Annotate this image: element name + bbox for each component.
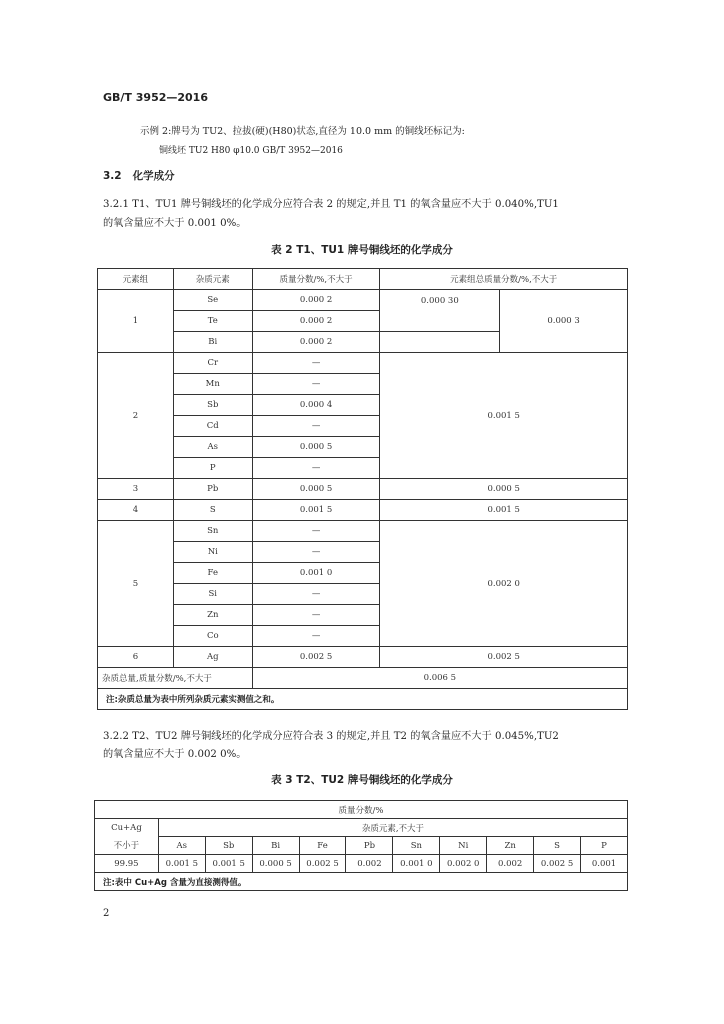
value-cell: — bbox=[252, 458, 380, 479]
element-cell: Fe bbox=[173, 563, 252, 584]
mass-fraction-header: 质量分数/% bbox=[95, 801, 628, 819]
value-cell: — bbox=[252, 584, 380, 605]
table-row bbox=[95, 819, 628, 837]
element-header-cell: P bbox=[581, 837, 628, 855]
group-total-cell: 0.000 3 bbox=[500, 290, 628, 353]
cu-ag-value: 99.95 bbox=[95, 855, 159, 873]
element-cell: Bi bbox=[173, 332, 252, 353]
group-total-cell: 0.001 5 bbox=[380, 353, 628, 479]
group-total-cell: 0.000 5 bbox=[380, 479, 628, 500]
example-line-1: 示例 2:牌号为 TU2、拉拔(硬)(H80)状态,直径为 10.0 mm 的铜线坯标记为: bbox=[140, 126, 465, 137]
group-total-cell: 0.002 0 bbox=[380, 521, 628, 647]
value-cell: 0.001 bbox=[581, 855, 628, 873]
element-cell: Te bbox=[173, 311, 252, 332]
section-number: 3.2 bbox=[103, 170, 122, 182]
value-cell: — bbox=[252, 626, 380, 647]
value-cell: 0.002 bbox=[346, 855, 393, 873]
table-3 bbox=[94, 800, 628, 891]
table-header-cell: 杂质元素 bbox=[173, 269, 252, 290]
element-header-cell: Sb bbox=[205, 837, 252, 855]
value-cell: 0.002 5 bbox=[299, 855, 346, 873]
value-cell: 0.002 5 bbox=[534, 855, 581, 873]
element-cell: Ni bbox=[173, 542, 252, 563]
table-row bbox=[98, 479, 628, 500]
element-cell: S bbox=[173, 500, 252, 521]
table-row bbox=[95, 855, 628, 873]
impurity-sum-label: 杂质总量,质量分数/%,不大于 bbox=[98, 668, 253, 689]
element-cell: Cr bbox=[173, 353, 252, 374]
table-header-cell: 质量分数/%,不大于 bbox=[252, 269, 380, 290]
value-cell: 0.002 0 bbox=[440, 855, 487, 873]
group-cell: 5 bbox=[98, 521, 174, 647]
element-cell: Mn bbox=[173, 374, 252, 395]
paragraph-3-2-1-line-2: 的氧含量应不大于 0.001 0%。 bbox=[103, 218, 247, 229]
table-row bbox=[98, 353, 628, 374]
element-header-cell: Sn bbox=[393, 837, 440, 855]
element-header-cell: Bi bbox=[252, 837, 299, 855]
element-header-cell: S bbox=[534, 837, 581, 855]
table-2-note: 注:杂质总量为表中所列杂质元素实测值之和。 bbox=[98, 689, 628, 710]
table-3-caption: 表 3 T2、TU2 牌号铜线坯的化学成分 bbox=[271, 774, 453, 786]
value-cell: 0.001 0 bbox=[252, 563, 380, 584]
table-row bbox=[98, 290, 628, 311]
value-cell: — bbox=[252, 542, 380, 563]
cu-ag-subheader: 不小于 bbox=[95, 837, 159, 855]
table-row bbox=[95, 801, 628, 819]
value-cell: — bbox=[252, 416, 380, 437]
element-cell: Sb bbox=[173, 395, 252, 416]
value-cell: 0.000 2 bbox=[252, 311, 380, 332]
element-cell: Co bbox=[173, 626, 252, 647]
group-cell: 1 bbox=[98, 290, 174, 353]
impurity-header: 杂质元素,不大于 bbox=[158, 819, 627, 837]
group-cell: 4 bbox=[98, 500, 174, 521]
paragraph-3-2-1-line-1: 3.2.1 T1、TU1 牌号铜线坯的化学成分应符合表 2 的规定,并且 T1 的氧含量应不大于 0.040%,TU1 bbox=[103, 199, 559, 210]
value-cell: — bbox=[252, 605, 380, 626]
value-cell: — bbox=[252, 374, 380, 395]
table-2 bbox=[97, 268, 628, 710]
impurity-sum-value: 0.006 5 bbox=[252, 668, 627, 689]
element-cell: As bbox=[173, 437, 252, 458]
element-header-cell: Fe bbox=[299, 837, 346, 855]
value-cell: — bbox=[252, 353, 380, 374]
value-cell: 0.002 bbox=[487, 855, 534, 873]
value-cell: 0.000 4 bbox=[252, 395, 380, 416]
value-cell: 0.001 5 bbox=[158, 855, 205, 873]
group-cell: 6 bbox=[98, 647, 174, 668]
empty-cell bbox=[380, 332, 500, 353]
table-row bbox=[98, 689, 628, 710]
group-total-cell: 0.000 30 bbox=[380, 290, 500, 332]
table-row bbox=[98, 269, 628, 290]
table-row bbox=[95, 873, 628, 891]
page-number: 2 bbox=[103, 908, 110, 919]
element-cell: Cd bbox=[173, 416, 252, 437]
element-cell: Ag bbox=[173, 647, 252, 668]
cu-ag-header: Cu+Ag bbox=[95, 819, 159, 837]
paragraph-3-2-2-line-1: 3.2.2 T2、TU2 牌号铜线坯的化学成分应符合表 3 的规定,并且 T2 的氧含量应不大于 0.045%,TU2 bbox=[103, 731, 559, 742]
value-cell: 0.000 5 bbox=[252, 855, 299, 873]
table-header-cell: 元素组 bbox=[98, 269, 174, 290]
value-cell: 0.002 5 bbox=[252, 647, 380, 668]
table-header-cell: 元素组总质量分数/%,不大于 bbox=[380, 269, 628, 290]
element-cell: Se bbox=[173, 290, 252, 311]
element-cell: P bbox=[173, 458, 252, 479]
table-row bbox=[98, 668, 628, 689]
value-cell: — bbox=[252, 521, 380, 542]
group-total-cell: 0.001 5 bbox=[380, 500, 628, 521]
element-cell: Si bbox=[173, 584, 252, 605]
section-title: 化学成分 bbox=[132, 170, 175, 182]
value-cell: 0.001 5 bbox=[252, 500, 380, 521]
element-header-cell: Zn bbox=[487, 837, 534, 855]
value-cell: 0.001 5 bbox=[205, 855, 252, 873]
element-header-cell: Ni bbox=[440, 837, 487, 855]
element-cell: Zn bbox=[173, 605, 252, 626]
value-cell: 0.001 0 bbox=[393, 855, 440, 873]
element-header-cell: As bbox=[158, 837, 205, 855]
section-heading bbox=[103, 168, 175, 183]
table-2-caption: 表 2 T1、TU1 牌号铜线坯的化学成分 bbox=[271, 244, 453, 256]
element-cell: Sn bbox=[173, 521, 252, 542]
table-3-note: 注:表中 Cu+Ag 含量为直接测得值。 bbox=[95, 873, 628, 891]
value-cell: 0.000 2 bbox=[252, 290, 380, 311]
example-line-2: 铜线坯 TU2 H80 φ10.0 GB/T 3952—2016 bbox=[159, 146, 343, 156]
element-header-cell: Pb bbox=[346, 837, 393, 855]
table-row bbox=[98, 500, 628, 521]
table-row bbox=[98, 521, 628, 542]
value-cell: 0.000 5 bbox=[252, 479, 380, 500]
value-cell: 0.000 2 bbox=[252, 332, 380, 353]
element-cell: Pb bbox=[173, 479, 252, 500]
group-cell: 2 bbox=[98, 353, 174, 479]
paragraph-3-2-2-line-2: 的氧含量应不大于 0.002 0%。 bbox=[103, 749, 247, 760]
group-cell: 3 bbox=[98, 479, 174, 500]
group-total-cell: 0.002 5 bbox=[380, 647, 628, 668]
value-cell: 0.000 5 bbox=[252, 437, 380, 458]
table-row bbox=[98, 647, 628, 668]
table-row bbox=[95, 837, 628, 855]
document-header: GB/T 3952—2016 bbox=[103, 91, 208, 104]
